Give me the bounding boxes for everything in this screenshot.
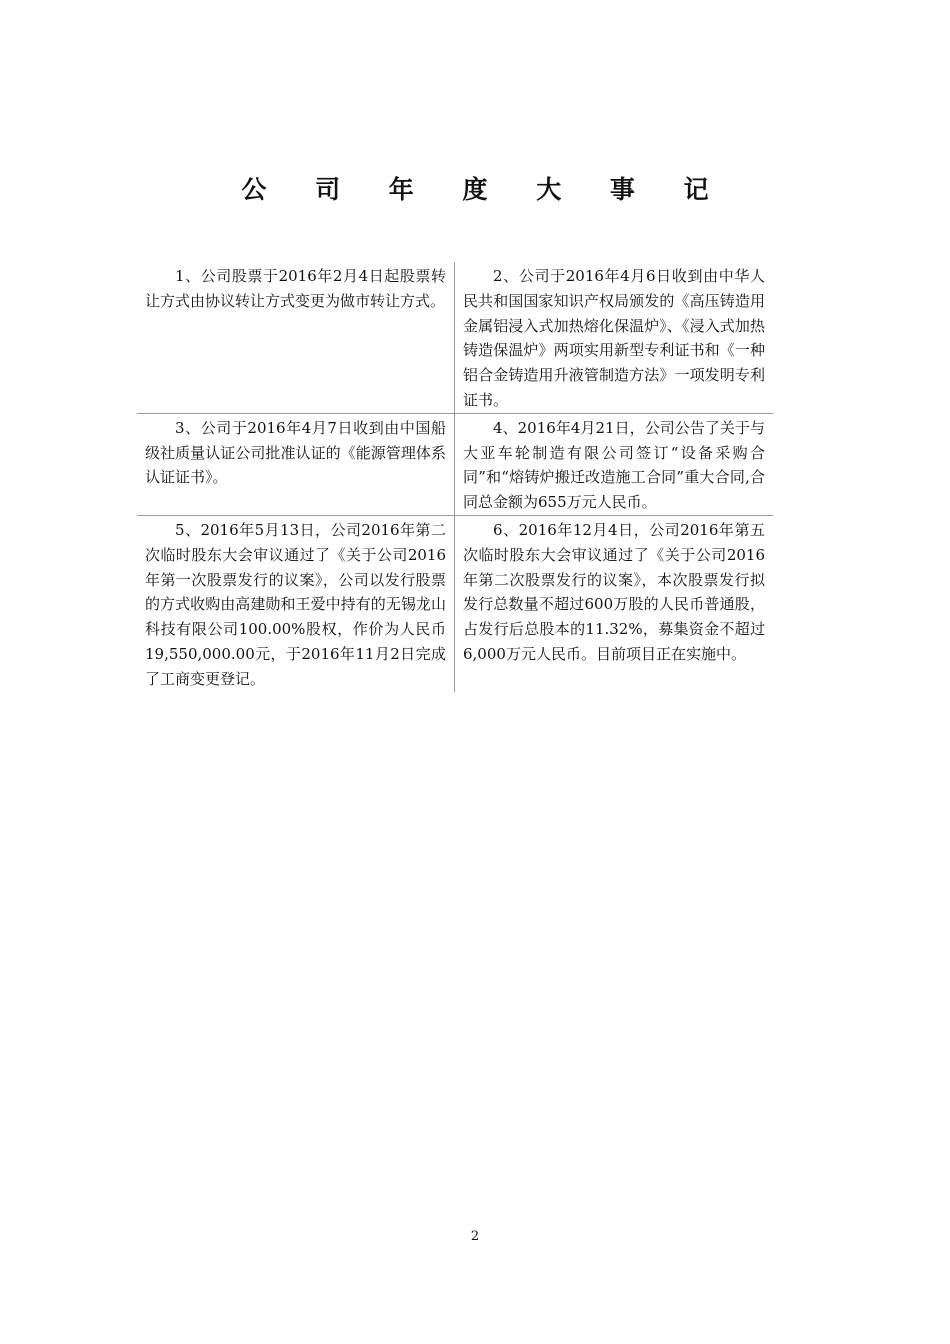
page-title: 公 司 年 度 大 事 记 xyxy=(241,175,729,204)
page-number: 2 xyxy=(470,1229,480,1244)
event-cell-1: 1、公司股票于2016年2月4日起股票转让方式由协议转让方式变更为做市转让方式。 xyxy=(137,262,455,413)
event-cell-3: 3、公司于2016年4月7日收到由中国船级社质量认证公司批准认证的《能源管理体系认证证书》。 xyxy=(137,413,455,515)
event-cell-4: 4、2016年4月21日，公司公告了关于与大亚车轮制造有限公司签订“设备采购合同”和“熔铸炉搬迁改造施工合同”重大合同,合同总金额为655万元人民币。 xyxy=(455,413,773,515)
event-cell-2: 2、公司于2016年4月6日收到由中华人民共和国国家知识产权局颁发的《高压铸造用金属铝浸入式加热熔化保温炉》、《浸入式加热铸造保温炉》两项实用新型专利证书和《一种铝合金铸造用升液管制造方法》一项发明专利证书。 xyxy=(463,267,765,409)
events-table xyxy=(137,262,773,692)
event-cell-6: 6、2016年12月4日，公司2016年第五次临时股东大会审议通过了《关于公司2016年第二次股票发行的议案》，本次股票发行拟发行总数量不超过600万股的人民币普通股，占发行后总股本的11.32%，募集资金不超过6,000万元人民币。目前项目正在实施中。 xyxy=(455,515,773,692)
event-cell-5: 5、2016年5月13日，公司2016年第二次临时股东大会审议通过了《关于公司2016年第一次股票发行的议案》，公司以发行股票的方式收购由高建勋和王爱中持有的无锡龙山科技有限公司100.00%股权，作价为人民币19,550,000.00元，于2016年11月2日完成了工商变更登记。 xyxy=(137,515,455,692)
